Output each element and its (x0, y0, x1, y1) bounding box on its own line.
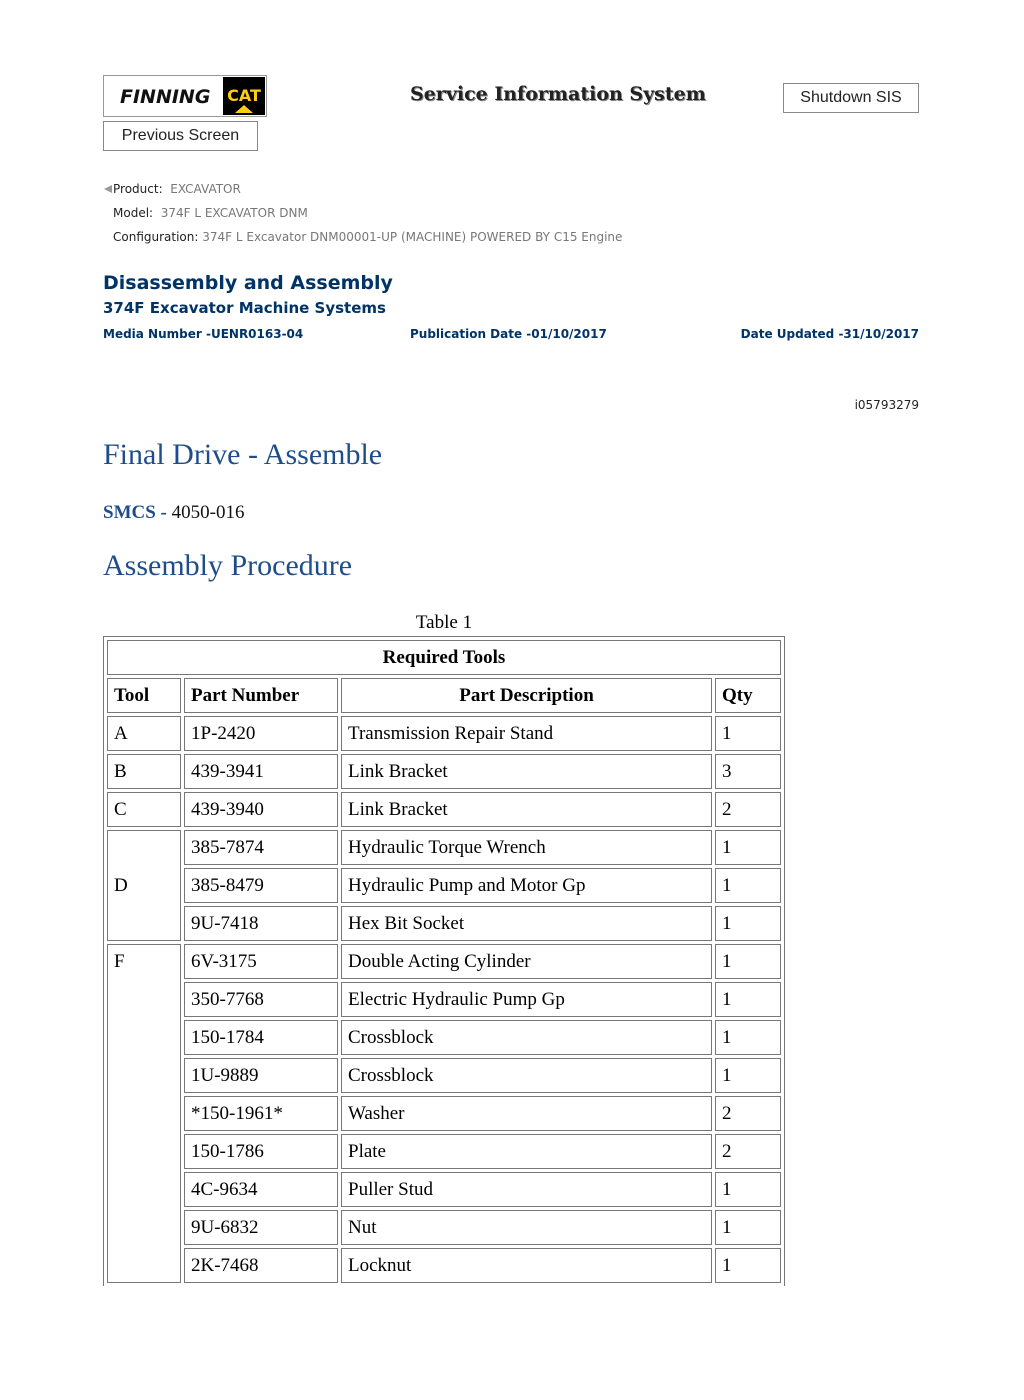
part-description-cell: Plate (341, 1134, 712, 1169)
media-number: Media Number -UENR0163-04 (103, 327, 304, 341)
table-title: Required Tools (107, 640, 781, 675)
document-subtitle: 374F Excavator Machine Systems (103, 299, 386, 317)
qty-cell: 1 (715, 1058, 781, 1093)
part-description-cell: Washer (341, 1096, 712, 1131)
table-row (107, 868, 781, 903)
smcs-value: 4050-016 (171, 502, 245, 523)
header-qty: Qty (715, 678, 781, 713)
configuration-value: 374F L Excavator DNM00001-UP (MACHINE) POWERED BY C15 Engine (202, 230, 623, 244)
page-title: Final Drive - Assemble (103, 438, 383, 471)
part-number-cell: 439-3941 (184, 754, 338, 789)
part-number-cell: 150-1784 (184, 1020, 338, 1055)
part-number-cell: 1P-2420 (184, 716, 338, 751)
table-row (107, 1096, 781, 1131)
tool-cell: B (107, 754, 181, 789)
qty-cell: 3 (715, 754, 781, 789)
qty-cell: 1 (715, 1020, 781, 1055)
table-row (107, 982, 781, 1017)
table-row (107, 716, 781, 751)
qty-cell: 1 (715, 982, 781, 1017)
table-row (107, 1248, 781, 1283)
tool-cell: C (107, 792, 181, 827)
part-number-cell: 1U-9889 (184, 1058, 338, 1093)
table-row (107, 1172, 781, 1207)
shutdown-sis-button[interactable]: Shutdown SIS (783, 83, 919, 113)
smcs-label: SMCS - (103, 502, 167, 523)
part-number-cell: 9U-7418 (184, 906, 338, 941)
table-row (107, 1210, 781, 1245)
part-description-cell: Crossblock (341, 1020, 712, 1055)
part-description-cell: Double Acting Cylinder (341, 944, 712, 979)
section-heading: Assembly Procedure (103, 549, 353, 582)
table-row (107, 1020, 781, 1055)
part-description-cell: Nut (341, 1210, 712, 1245)
part-description-cell: Link Bracket (341, 754, 712, 789)
part-number-cell: 9U-6832 (184, 1210, 338, 1245)
qty-cell: 1 (715, 868, 781, 903)
table-row (107, 754, 781, 789)
table-row (107, 944, 781, 979)
cat-logo: CAT (223, 77, 265, 115)
part-number-cell: 4C-9634 (184, 1172, 338, 1207)
publication-date: Publication Date -01/10/2017 (410, 327, 607, 341)
model-line (113, 206, 308, 220)
qty-cell: 2 (715, 792, 781, 827)
part-description-cell: Link Bracket (341, 792, 712, 827)
part-description-cell: Puller Stud (341, 1172, 712, 1207)
sis-title: Service Information System (410, 83, 706, 105)
part-number-cell: 439-3940 (184, 792, 338, 827)
part-number-cell: 2K-7468 (184, 1248, 338, 1283)
date-updated: Date Updated -31/10/2017 (740, 327, 919, 341)
tool-cell: F (107, 944, 181, 1283)
finning-logo-text: FINNING (120, 86, 211, 108)
model-value: 374F L EXCAVATOR DNM (160, 206, 308, 220)
product-value: EXCAVATOR (170, 182, 241, 196)
finning-cat-logo (103, 75, 267, 117)
header-part-number: Part Number (184, 678, 338, 713)
previous-screen-button[interactable]: Previous Screen (103, 121, 258, 151)
part-number-cell: 385-8479 (184, 868, 338, 903)
qty-cell: 1 (715, 1248, 781, 1283)
qty-cell: 1 (715, 830, 781, 865)
tool-cell: A (107, 716, 181, 751)
part-number-cell: 6V-3175 (184, 944, 338, 979)
table-row (107, 906, 781, 941)
part-description-cell: Hex Bit Socket (341, 906, 712, 941)
header-tool: Tool (107, 678, 181, 713)
model-label: Model: (113, 206, 154, 220)
back-arrow-icon[interactable] (103, 184, 113, 194)
tool-cell: D (107, 830, 181, 941)
part-description-cell: Transmission Repair Stand (341, 716, 712, 751)
qty-cell: 1 (715, 1172, 781, 1207)
table-caption: Table 1 (415, 612, 473, 633)
part-number-cell: 350-7768 (184, 982, 338, 1017)
table-row (107, 792, 781, 827)
qty-cell: 1 (715, 906, 781, 941)
part-number-cell: 150-1786 (184, 1134, 338, 1169)
document-title: Disassembly and Assembly (103, 272, 393, 294)
part-number-cell: *150-1961* (184, 1096, 338, 1131)
qty-cell: 1 (715, 716, 781, 751)
smcs-code (103, 502, 244, 524)
table-row (107, 1134, 781, 1169)
table-header-row (107, 678, 781, 713)
qty-cell: 2 (715, 1096, 781, 1131)
table-row (107, 830, 781, 865)
qty-cell: 1 (715, 1210, 781, 1245)
product-label: Product: (113, 182, 163, 196)
document-id: i05793279 (854, 398, 919, 412)
table-row (107, 1058, 781, 1093)
part-description-cell: Hydraulic Torque Wrench (341, 830, 712, 865)
configuration-line (113, 230, 622, 244)
required-tools-table (103, 636, 785, 1286)
header-part-description: Part Description (341, 678, 712, 713)
part-description-cell: Electric Hydraulic Pump Gp (341, 982, 712, 1017)
product-line (103, 182, 241, 196)
qty-cell: 2 (715, 1134, 781, 1169)
qty-cell: 1 (715, 944, 781, 979)
part-number-cell: 385-7874 (184, 830, 338, 865)
part-description-cell: Locknut (341, 1248, 712, 1283)
part-description-cell: Crossblock (341, 1058, 712, 1093)
configuration-label: Configuration: (113, 230, 199, 244)
part-description-cell: Hydraulic Pump and Motor Gp (341, 868, 712, 903)
